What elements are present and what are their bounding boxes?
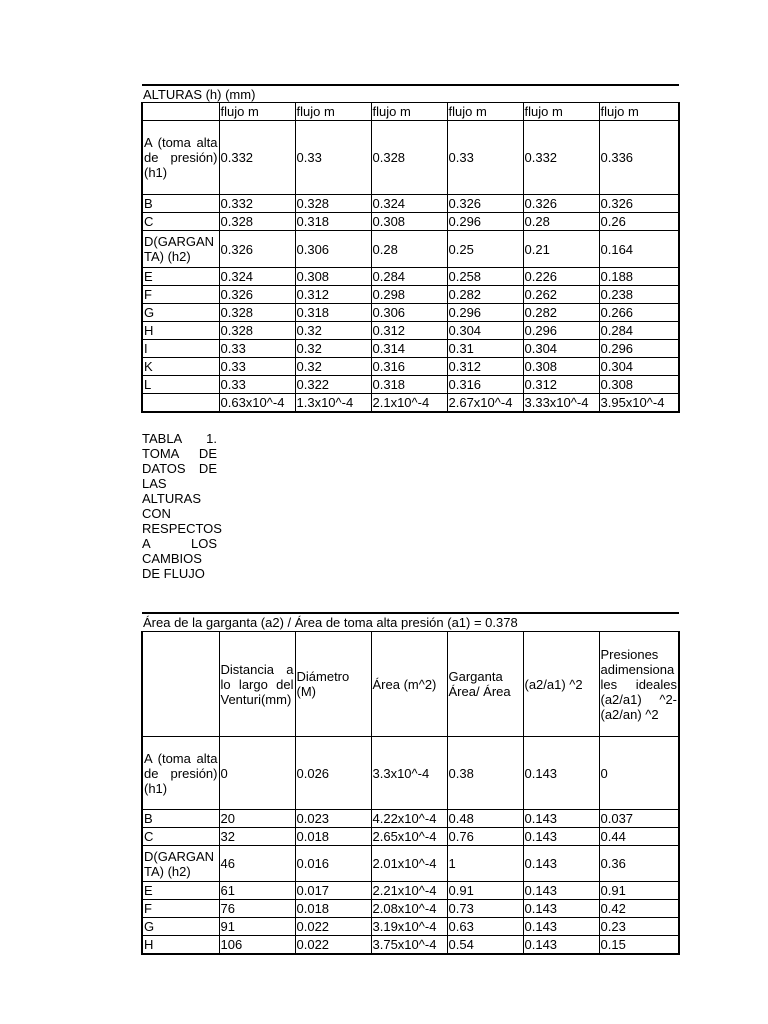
table-cell: 0.312 [295,286,371,304]
table-cell: 0.298 [371,286,447,304]
table-cell: 0.306 [295,231,371,268]
column-header: flujo m [219,103,295,121]
table-cell: 0.63 [447,918,523,936]
table-cell: 0.32 [295,340,371,358]
row-label: D(GARGANTA) (h2) [142,846,219,882]
table-cell: 4.22x10^-4 [371,810,447,828]
table-cell: 0.296 [447,213,523,231]
table-row [142,286,679,304]
column-header: Diámetro (M) [295,632,371,737]
row-label: B [142,195,219,213]
table-cell: 0.328 [295,195,371,213]
table-cell: 0.296 [599,340,679,358]
table-cell: 0.296 [447,304,523,322]
row-label: F [142,286,219,304]
column-header: Distancia a lo largo del Venturi(mm) [219,632,295,737]
table-cell: 0.022 [295,936,371,955]
table-cell: 0.143 [523,918,599,936]
table-cell: 0.316 [447,376,523,394]
table-row [142,828,679,846]
column-header: Garganta Área/ Área [447,632,523,737]
table-cell: 2.1x10^-4 [371,394,447,413]
table-cell: 0.312 [371,322,447,340]
table-cell: 0.314 [371,340,447,358]
row-label: E [142,882,219,900]
table-row [142,900,679,918]
table-cell: 0.28 [371,231,447,268]
table-row [142,394,679,413]
row-label: C [142,213,219,231]
table-cell: 0.226 [523,268,599,286]
row-label: A (toma alta de presión) (h1) [142,121,219,195]
table-row [142,936,679,955]
table-cell: 0.36 [599,846,679,882]
table-title-row [142,85,679,103]
table-row [142,121,679,195]
table-cell: 0.316 [371,358,447,376]
table-row [142,340,679,358]
table-cell: 3.75x10^-4 [371,936,447,955]
table-cell: 0.037 [599,810,679,828]
table-cell: 0.143 [523,900,599,918]
table-cell: 0.326 [599,195,679,213]
table-cell: 0.33 [219,358,295,376]
table-cell: 0.143 [523,846,599,882]
table-cell: 0.32 [295,322,371,340]
row-label: K [142,358,219,376]
table-cell: 0.306 [371,304,447,322]
table-cell: 0.332 [219,121,295,195]
table-row [142,358,679,376]
table-cell: 0.258 [447,268,523,286]
table-cell: 0.266 [599,304,679,322]
table-cell: 0.022 [295,918,371,936]
table-cell: 3.95x10^-4 [599,394,679,413]
table-cell: 0.63x10^-4 [219,394,295,413]
table-row [142,213,679,231]
table-title-row [142,613,679,632]
table-cell: 1.3x10^-4 [295,394,371,413]
table-cell: 0.017 [295,882,371,900]
table-cell: 0.312 [523,376,599,394]
row-label: D(GARGANTA) (h2) [142,231,219,268]
table-cell: 0.328 [219,322,295,340]
table-cell: 0.32 [295,358,371,376]
row-label: F [142,900,219,918]
table-row [142,882,679,900]
table-cell: 0.308 [371,213,447,231]
table-cell: 0.73 [447,900,523,918]
table-cell: 0.42 [599,900,679,918]
table-cell: 3.19x10^-4 [371,918,447,936]
table-header-row [142,103,679,121]
column-header: (a2/a1) ^2 [523,632,599,737]
table-cell: 0.44 [599,828,679,846]
table-title: ALTURAS (h) (mm) [142,85,679,103]
table-cell: 2.01x10^-4 [371,846,447,882]
table-cell: 0.143 [523,810,599,828]
table-cell: 0.296 [523,322,599,340]
table-cell: 0.164 [599,231,679,268]
row-label: G [142,304,219,322]
table-cell: 3.33x10^-4 [523,394,599,413]
table-cell: 0.262 [523,286,599,304]
table-cell: 0.026 [295,737,371,810]
column-header: flujo m [599,103,679,121]
table-row [142,846,679,882]
table-cell: 2.21x10^-4 [371,882,447,900]
table-cell: 0.326 [219,286,295,304]
column-header: flujo m [523,103,599,121]
table-caption: TABLA 1. TOMA DE DATOS DE LAS ALTURAS CON RESPECTOS A LOS CAMBIOS DE FLUJO [142,431,222,581]
column-header: Presiones adimensionales ideales (a2/a1) ^2-(a2/an) ^2 [599,632,679,737]
table-cell: 0.33 [219,376,295,394]
table-cell: 0.332 [523,121,599,195]
table-row [142,737,679,810]
table-cell: 0.018 [295,900,371,918]
table-cell: 0.23 [599,918,679,936]
table-cell: 0.308 [295,268,371,286]
table-row [142,268,679,286]
table-row [142,231,679,268]
table-cell: 0.304 [599,358,679,376]
table-cell: 0.336 [599,121,679,195]
table-cell: 0.328 [219,304,295,322]
table-row [142,376,679,394]
table-cell: 2.67x10^-4 [447,394,523,413]
table-cell: 91 [219,918,295,936]
table-row [142,304,679,322]
table-cell: 0.282 [447,286,523,304]
table-cell: 0.91 [447,882,523,900]
table-row [142,195,679,213]
table-cell: 0.023 [295,810,371,828]
table-cell: 0.25 [447,231,523,268]
table-cell: 0.318 [371,376,447,394]
table-cell: 0.016 [295,846,371,882]
row-label: I [142,340,219,358]
table-cell: 0.91 [599,882,679,900]
table-cell: 0.324 [371,195,447,213]
table-row [142,918,679,936]
table-cell: 0.304 [523,340,599,358]
row-label: C [142,828,219,846]
column-header: Área (m^2) [371,632,447,737]
table-cell: 0.322 [295,376,371,394]
table-cell: 0.54 [447,936,523,955]
column-header [142,103,219,121]
table-cell: 0.282 [523,304,599,322]
table-alturas [141,84,680,413]
table-cell: 0.326 [447,195,523,213]
row-label: L [142,376,219,394]
table-cell: 46 [219,846,295,882]
table-cell: 3.3x10^-4 [371,737,447,810]
table-cell: 0.28 [523,213,599,231]
table-cell: 0.21 [523,231,599,268]
table-cell: 0 [599,737,679,810]
row-label: H [142,322,219,340]
table-cell: 0.33 [219,340,295,358]
table-cell: 0.38 [447,737,523,810]
table-cell: 0.26 [599,213,679,231]
table-cell: 0.143 [523,737,599,810]
row-label: G [142,918,219,936]
table-cell: 2.08x10^-4 [371,900,447,918]
table-cell: 0.188 [599,268,679,286]
table-cell: 0.284 [371,268,447,286]
table-title: Área de la garganta (a2) / Área de toma alta presión (a1) = 0.378 [142,613,679,632]
table-cell: 76 [219,900,295,918]
table-cell: 0.48 [447,810,523,828]
row-label: H [142,936,219,955]
table-header-row [142,632,679,737]
row-label: B [142,810,219,828]
table-cell: 0.318 [295,213,371,231]
row-label: A (toma alta de presión) (h1) [142,737,219,810]
table-cell: 20 [219,810,295,828]
row-label [142,394,219,413]
table-cell: 0.143 [523,882,599,900]
table-cell: 0.143 [523,936,599,955]
table-venturi [141,612,680,955]
row-label: E [142,268,219,286]
table-cell: 0.308 [523,358,599,376]
table-cell: 0.018 [295,828,371,846]
column-header [142,632,219,737]
table-cell: 0.328 [371,121,447,195]
table-row [142,810,679,828]
table-cell: 0.15 [599,936,679,955]
table-cell: 0.284 [599,322,679,340]
table-row [142,322,679,340]
table-cell: 0.143 [523,828,599,846]
table-cell: 0.33 [447,121,523,195]
table-cell: 1 [447,846,523,882]
column-header: flujo m [295,103,371,121]
table-cell: 2.65x10^-4 [371,828,447,846]
table-cell: 32 [219,828,295,846]
table-cell: 0.328 [219,213,295,231]
table-cell: 0.76 [447,828,523,846]
table-cell: 0.308 [599,376,679,394]
table-cell: 61 [219,882,295,900]
table-cell: 0.326 [219,231,295,268]
table-cell: 0.304 [447,322,523,340]
table-cell: 0.332 [219,195,295,213]
column-header: flujo m [447,103,523,121]
table-cell: 0.312 [447,358,523,376]
table-cell: 106 [219,936,295,955]
column-header: flujo m [371,103,447,121]
table-cell: 0.33 [295,121,371,195]
table-cell: 0.238 [599,286,679,304]
table-cell: 0.31 [447,340,523,358]
table-cell: 0.318 [295,304,371,322]
table-cell: 0.326 [523,195,599,213]
table-cell: 0.324 [219,268,295,286]
table-cell: 0 [219,737,295,810]
